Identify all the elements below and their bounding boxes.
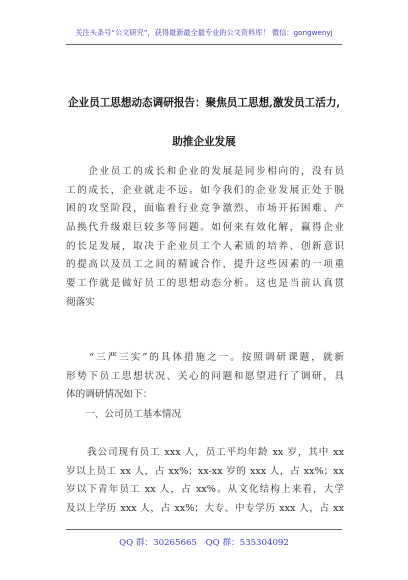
text-line: 体的调研情况如下： — [66, 389, 153, 401]
text-line: 我公司现有员工 xxx 人，员工平均年龄 xx 岁，其中 xx — [66, 447, 344, 458]
text-line: “三严三实”的具体措施之一。按照调研课题，就新 — [66, 352, 344, 363]
paragraph-staff-stats — [66, 444, 344, 519]
text-line: 岁以上员工 xx 人，占 xx%；xx-xx 岁的 xxx 人，占 xx%；xx — [66, 465, 344, 477]
text-line: 品换代升级艰巨较多等问题。如何来有效化解，赢得企业 — [66, 222, 344, 234]
text-line: 的提高以及员工之间的精诚合作，提升这些因素的一项重 — [66, 259, 344, 271]
document-title-line-2: 助推企业发展 — [172, 136, 236, 148]
text-line: 工的成长，企业就走不远。如今我们的企业发展正处于脱 — [66, 184, 344, 196]
paragraph-intro — [66, 163, 344, 313]
document-title-line-1: 企业员工思想动态调研报告：聚焦员工思想,激发员工活力, — [67, 97, 341, 109]
paragraph-measures — [66, 349, 344, 405]
footer-divider — [66, 529, 342, 530]
footer-qq-group-2: QQ 群：535304092 — [205, 538, 289, 548]
text-line: 的长足发展，取决于企业员工个人素质的培养、创新意识 — [66, 240, 344, 252]
footer-qq-group-1: QQ 群：30265665 — [119, 538, 197, 548]
footer — [0, 536, 408, 548]
text-line: 企业员工的成长和企业的发展是同步相向的，没有员 — [66, 166, 344, 177]
header-divider — [66, 44, 342, 45]
text-line: 彻落实 — [66, 296, 95, 308]
section-heading — [66, 406, 344, 425]
header-banner: 关注头条号“公文研究”，获得最新最全最专业的公文资料库！ 微信：gongwenyj — [75, 28, 333, 37]
section-heading-text: 一、公司员工基本情况 — [66, 409, 182, 420]
text-line: 岁以下青年员工 xx 人，占 xx%。从文化结构上来看，大学 — [66, 484, 344, 496]
text-line: 形势下员工思想状况、关心的问题和愿望进行了调研，具 — [66, 370, 344, 382]
text-line: 要工作就是做好员工的思想动态分析。这也是当前认真贯 — [66, 278, 344, 290]
text-line: 困的攻坚阶段，面临着行业竞争激烈、市场开拓困难、产 — [66, 203, 344, 215]
text-line: 及以上学历 xxx 人，占 xx%；大专、中专学历 xxx 人，占 xx — [66, 503, 344, 515]
